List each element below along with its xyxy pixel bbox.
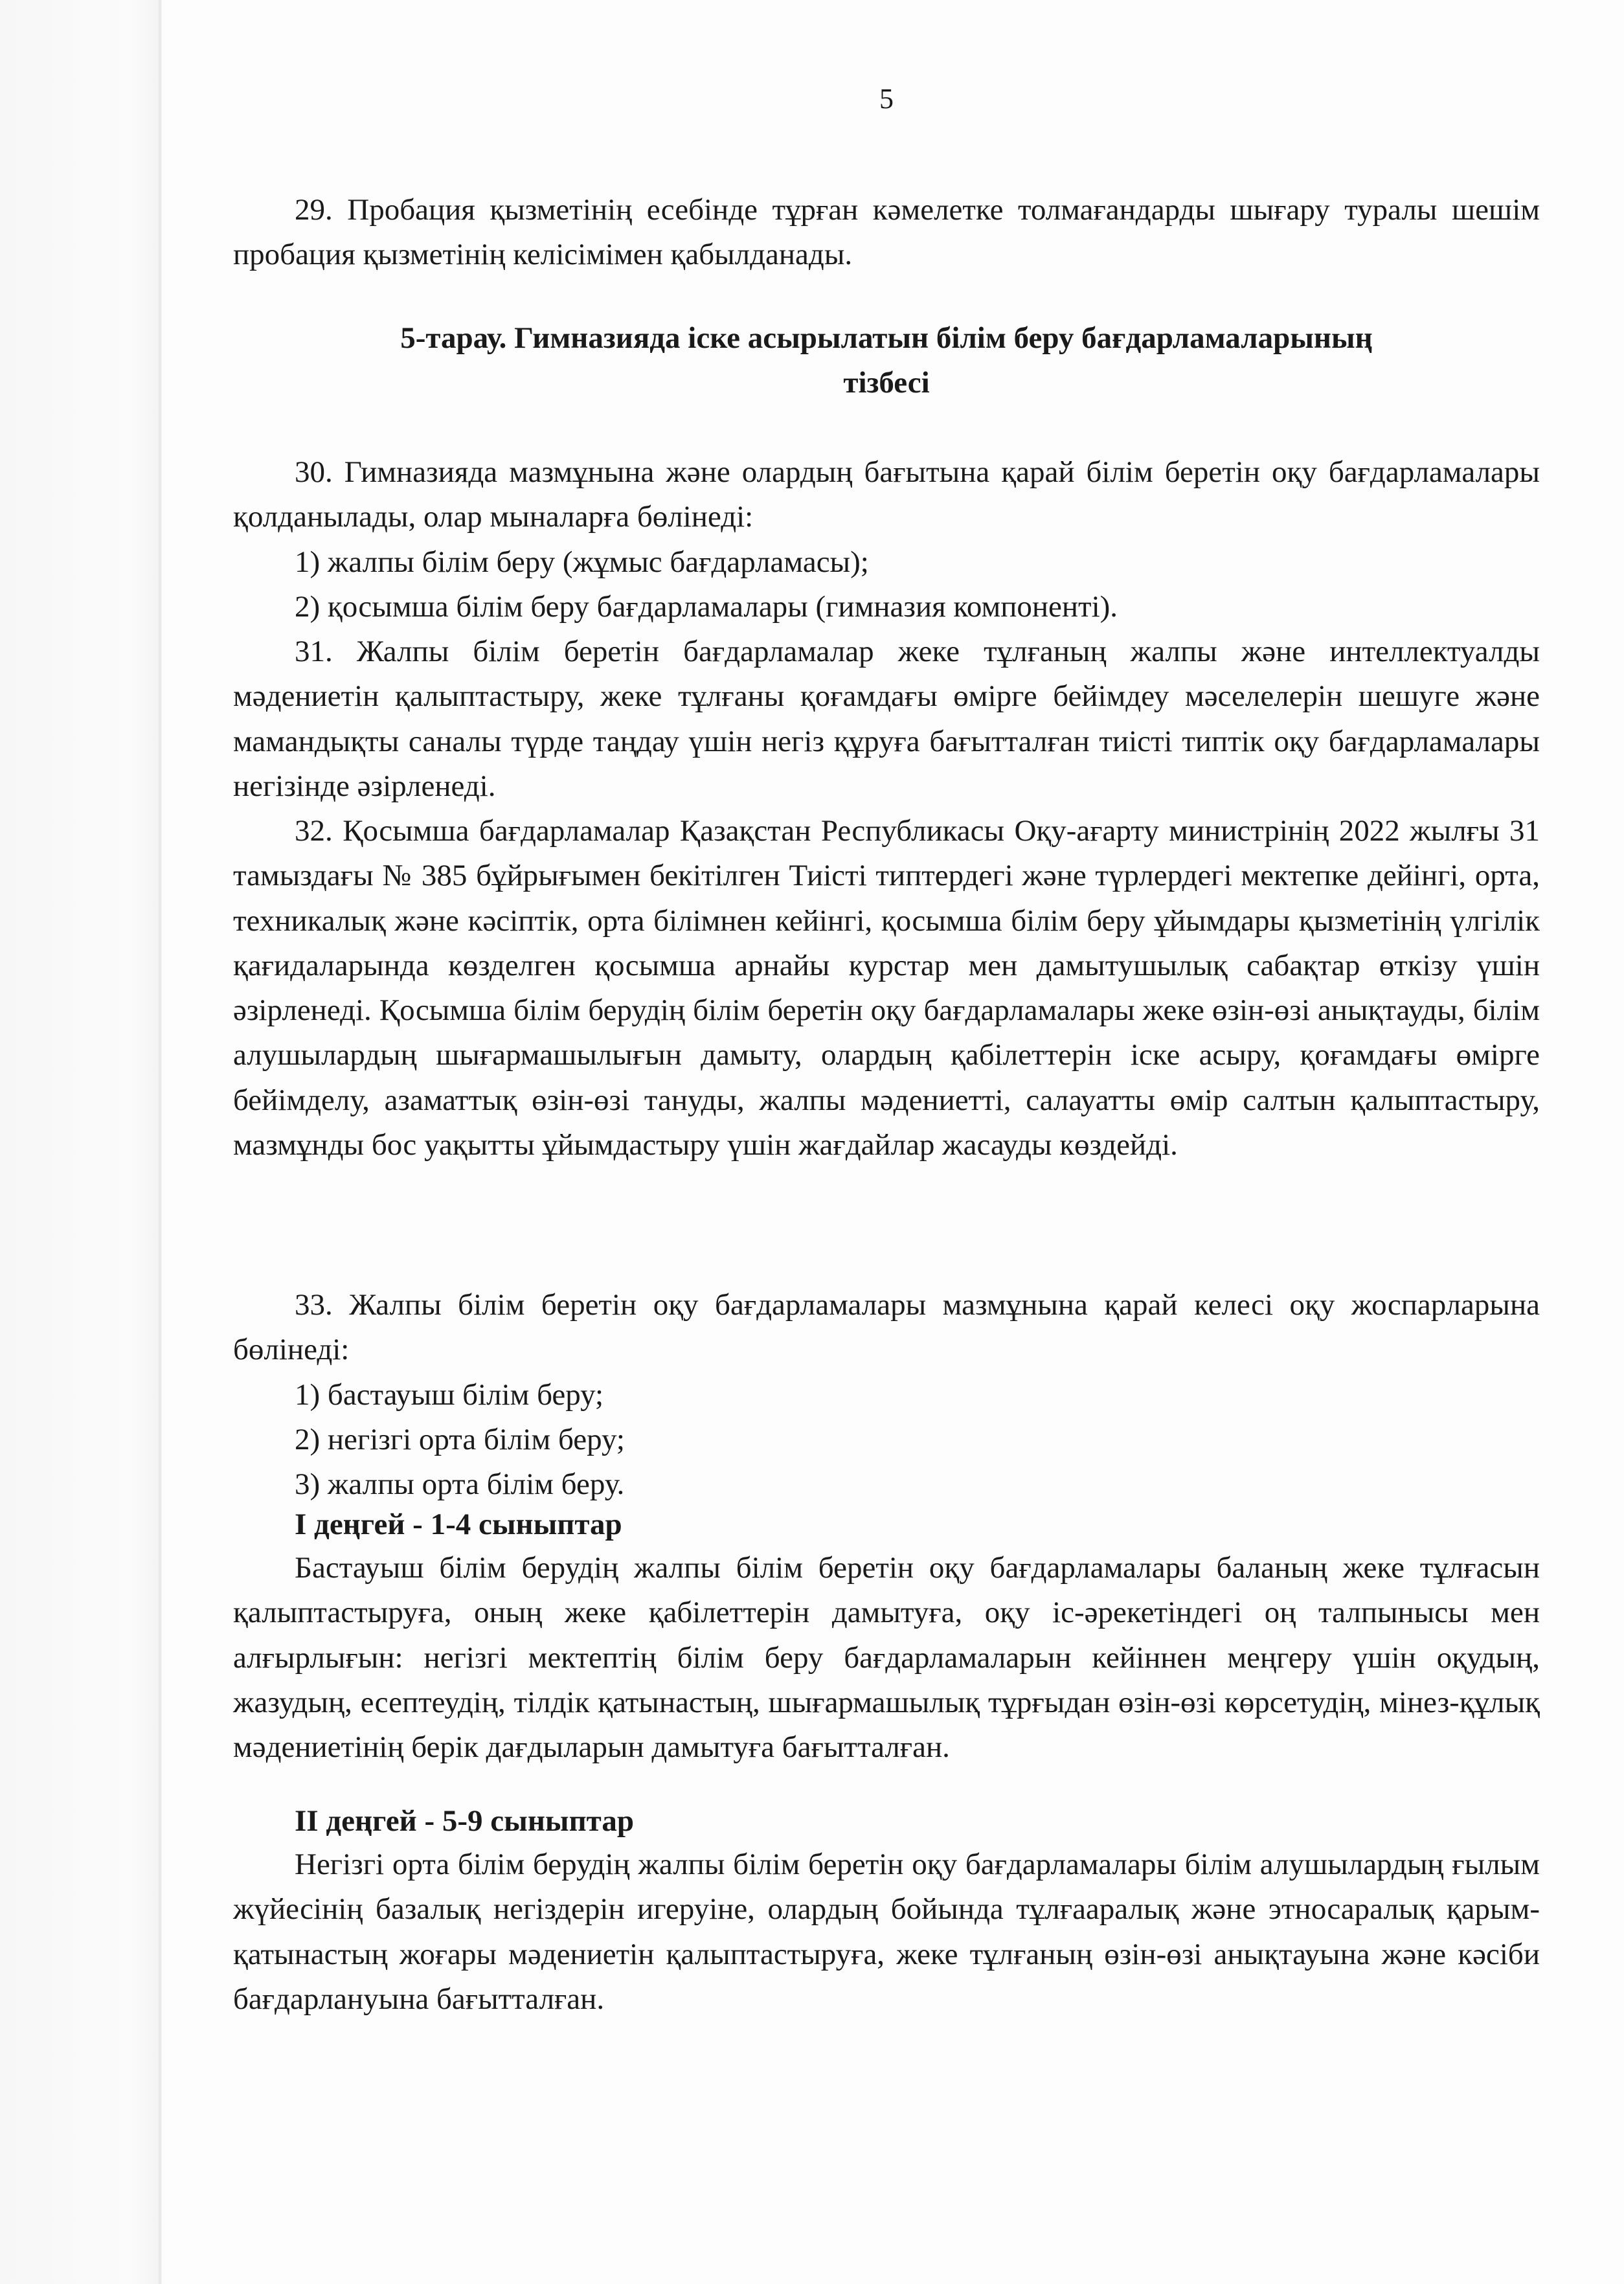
list-item-33-1: 1) бастауыш білім беру; xyxy=(295,1378,604,1412)
list-item-30-2: 2) қосымша білім беру бағдарламалары (гимназия компоненті). xyxy=(295,590,1118,624)
paragraph-29: 29. Пробация қызметінің есебінде тұрған кәмелетке толмағандарды шығару туралы шешім пробация қызметінің келісімімен қабылданады. xyxy=(233,193,1540,272)
paragraph-33: 33. Жалпы білім беретін оқу бағдарламалары мазмұнына қарай келесі оқу жоспарларына бөлінеді: xyxy=(233,1288,1540,1367)
chapter-heading-line1: 5-тарау. Гимназияда іске асырылатын білім беру бағдарламаларының xyxy=(400,321,1373,355)
scan-fold-line xyxy=(158,0,162,2284)
list-item-30-1: 1) жалпы білім беру (жұмыс бағдарламасы); xyxy=(295,545,869,579)
paragraph-30: 30. Гимназияда мазмұнына және олардың бағытына қарай білім беретін оқу бағдарламалары қолданылады, олар мыналарға бөлінеді: xyxy=(233,455,1540,534)
paragraph-31: 31. Жалпы білім беретін бағдарламалар жеке тұлғаның жалпы және интеллектуалды мәдениетін қалыптастыру, жеке тұлғаны қоғамдағы өмірге бейімдеу мәселелерін шешуге және мамандықты саналы түрде таңдау үшін негіз құруға бағытталған тиісті типтік оқу бағдарламалары негізінде әзірленеді. xyxy=(233,635,1540,803)
level-1-paragraph: Бастауыш білім берудің жалпы білім беретін оқу бағдарламалары баланың жеке тұлғасын қалыптастыруға, оның жеке қабілеттерін дамытуға, оқу іс-әрекетіндегі оң талпынысы мен алғырлығын: негізгі мектептің білім беру бағдарламаларын кейіннен меңгеру үшін оқудың, жазудың, есептеудің, тілдік қатынастың, шығармашылық тұрғыдан өзін-өзі көрсетудің, мінез-құлық мәдениетінің берік дағдыларын дамытуға бағытталған. xyxy=(233,1551,1540,1765)
chapter-heading-line2: тізбесі xyxy=(843,366,930,400)
page-number: 5 xyxy=(879,83,894,115)
scan-margin-shadow xyxy=(0,0,162,2284)
list-item-33-3: 3) жалпы орта білім беру. xyxy=(295,1467,625,1501)
paragraph-32: 32. Қосымша бағдарламалар Қазақстан Республикасы Оқу-ағарту министрінің 2022 жылғы 31 тамыздағы № 385 бұйрығымен бекітілген Тиісті типтердегі және түрлердегі мектепке дейінгі, орта, техникалық және кәсіптік, орта білімнен кейінгі, қосымша білім беру ұйымдары қызметінің үлгілік қағидаларында көзделген қосымша арнайы курстар мен дамытушылық сабақтар өткізу үшін әзірленеді. Қосымша білім берудің білім беретін оқу бағдарламалары жеке өзін-өзі анықтауды, білім алушылардың шығармашылығын дамыту, олардың қабілеттерін іске асыру, қоғамдағы өмірге бейімделу, азаматтық өзін-өзі тануды, жалпы мәдениетті, салауатты өмір салтын қалыптастыру, мазмұнды бос уақытты ұйымдастыру үшін жағдайлар жасауды көздейді. xyxy=(233,814,1540,1162)
level-1-heading: I деңгей - 1-4 сыныптар xyxy=(295,1508,622,1541)
level-2-heading: II деңгей - 5-9 сыныптар xyxy=(295,1804,634,1838)
list-item-33-2: 2) негізгі орта білім беру; xyxy=(295,1423,625,1456)
level-2-paragraph: Негізгі орта білім берудің жалпы білім беретін оқу бағдарламалары білім алушылардың ғылым жүйесінің базалық негіздерін игеруіне, олардың бойында тұлғааралық және этносаралық қарым-қатынастың жоғары мәдениетін қалыптастыруға, жеке тұлғаның өзін-өзі анықтауына және кәсіби бағдарлануына бағытталған. xyxy=(233,1848,1540,2016)
